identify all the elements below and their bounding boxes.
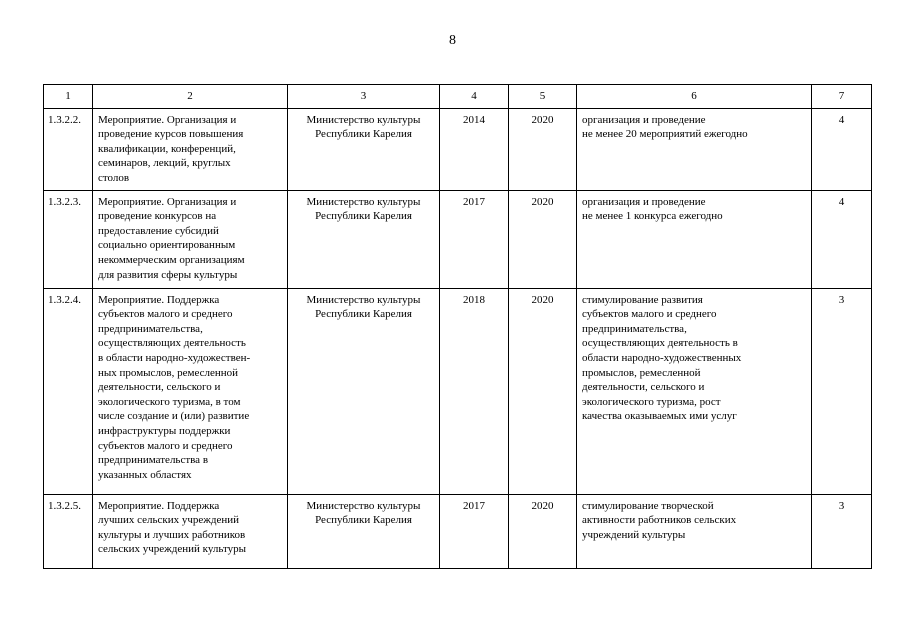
expected-result-cell-line: учреждений культуры [582,528,686,541]
expected-result-cell-line: не менее 1 конкурса ежегодно [582,210,723,223]
executor-cell-line: Республики Карелия [315,308,412,321]
link-cell: 4 [812,190,872,288]
event-description-cell-line: субъектов малого и среднего [98,439,233,452]
expected-result-cell-line: области народно-художественных [582,351,742,364]
table-row [44,108,872,190]
executor-cell-line: Министерство культуры [306,293,421,306]
executor-cell-line: Республики Карелия [315,210,412,223]
start-year-cell: 2014 [440,108,509,190]
executor-cell [288,494,440,568]
event-description-cell-line: социально ориентированным [98,239,236,252]
row-number-cell: 1.3.2.2. [44,108,93,190]
header-cell-1: 1 [44,85,93,109]
header-cell-4: 4 [440,85,509,109]
executor-cell-line: Министерство культуры [306,195,421,208]
header-cell-7: 7 [812,85,872,109]
event-description-cell-line: Мероприятие. Поддержка [98,499,220,512]
end-year-cell: 2020 [509,494,577,568]
event-description-cell-line: столов [98,171,130,184]
expected-result-cell-line: экологического туризма, рост [582,395,721,408]
event-description-cell-line: предпринимательства, [98,322,203,335]
executor-cell [288,288,440,494]
event-description-cell-line: лучших сельских учреждений [98,514,240,527]
event-description-cell-line: в области народно-художествен- [98,351,251,364]
expected-result-cell [577,190,812,288]
event-description-cell-line: предоставление субсидий [98,224,219,237]
event-description-cell-line: деятельности, сельского и [98,381,221,394]
event-description-cell [93,494,288,568]
event-description-cell-line: экологического туризма, в том [98,395,241,408]
end-year-cell: 2020 [509,190,577,288]
expected-result-cell-line: промыслов, ремесленной [582,366,701,379]
executor-cell [288,108,440,190]
header-cell-6: 6 [577,85,812,109]
event-description-cell-line: инфраструктуры поддержки [98,424,231,437]
expected-result-cell-line: предпринимательства, [582,322,687,335]
expected-result-cell-line: организация и проведение [582,195,706,208]
expected-result-cell-line: осуществляющих деятельность в [582,337,738,350]
executor-cell-line: Министерство культуры [306,499,421,512]
event-description-cell-line: сельских учреждений культуры [98,543,247,556]
link-cell: 3 [812,288,872,494]
end-year-cell: 2020 [509,108,577,190]
table-header-row [44,85,872,109]
end-year-cell: 2020 [509,288,577,494]
expected-result-cell-line: стимулирование развития [582,293,703,306]
expected-result-cell [577,288,812,494]
expected-result-cell-line: деятельности, сельского и [582,381,705,394]
event-description-cell-line: культуры и лучших работников [98,528,246,541]
table-row [44,190,872,288]
expected-result-cell-line: активности работников сельских [582,514,737,527]
event-description-cell [93,190,288,288]
executor-cell [288,190,440,288]
page-number: 8 [449,33,456,48]
header-cell-3: 3 [288,85,440,109]
event-description-cell [93,108,288,190]
event-description-cell-line: Мероприятие. Организация и [98,113,237,126]
event-description-cell [93,288,288,494]
table-row [44,288,872,494]
event-description-cell-line: проведение курсов повышения [98,128,244,141]
event-description-cell-line: субъектов малого и среднего [98,308,233,321]
event-description-cell-line: Мероприятие. Организация и [98,195,237,208]
row-number-cell: 1.3.2.5. [44,494,93,568]
expected-result-cell-line: субъектов малого и среднего [582,308,717,321]
expected-result-cell-line: стимулирование творческой [582,499,714,512]
event-description-cell-line: квалификации, конференций, [98,142,236,155]
expected-result-cell [577,108,812,190]
row-number-cell: 1.3.2.3. [44,190,93,288]
event-description-cell-line: указанных областях [98,468,192,481]
start-year-cell: 2017 [440,494,509,568]
executor-cell-line: Республики Карелия [315,128,412,141]
header-cell-2: 2 [93,85,288,109]
table-row [44,494,872,568]
event-description-cell-line: проведение конкурсов на [98,210,217,223]
event-description-cell-line: для развития сферы культуры [98,268,238,281]
event-description-cell-line: некоммерческим организациям [98,253,245,266]
executor-cell-line: Министерство культуры [306,113,421,126]
event-description-cell-line: Мероприятие. Поддержка [98,293,220,306]
start-year-cell: 2018 [440,288,509,494]
event-description-cell-line: числе создание и (или) развитие [98,410,250,423]
executor-cell-line: Республики Карелия [315,514,412,527]
event-description-cell-line: ных промыслов, ремесленной [98,366,239,379]
header-cell-5: 5 [509,85,577,109]
event-description-cell-line: предпринимательства в [98,454,209,467]
start-year-cell: 2017 [440,190,509,288]
expected-result-cell-line: не менее 20 мероприятий ежегодно [582,128,748,141]
link-cell: 4 [812,108,872,190]
expected-result-cell-line: организация и проведение [582,113,706,126]
expected-result-cell-line: качества оказываемых ими услуг [582,410,737,423]
program-table [43,84,872,569]
event-description-cell-line: семинаров, лекций, круглых [98,157,231,170]
link-cell: 3 [812,494,872,568]
event-description-cell-line: осуществляющих деятельность [98,337,246,350]
row-number-cell: 1.3.2.4. [44,288,93,494]
expected-result-cell [577,494,812,568]
